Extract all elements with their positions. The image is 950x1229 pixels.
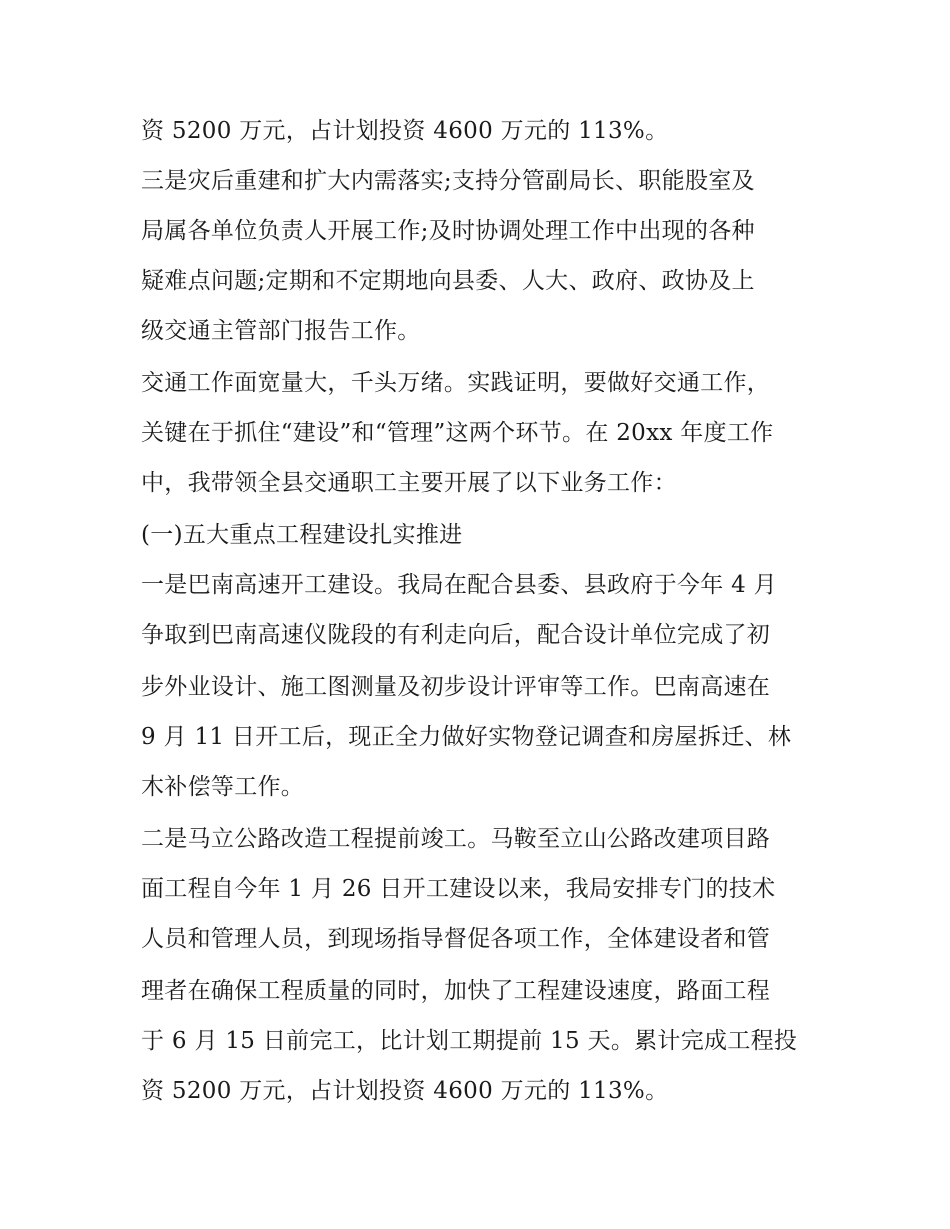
text-line: 争取到巴南高速仪陇段的有利走向后，配合设计单位完成了初 <box>141 622 771 648</box>
text-line: 关键在于抓住“建设”和“管理”这两个环节。在 20xx 年度工作 <box>141 420 774 446</box>
text-line: 二是马立公路改造工程提前竣工。马鞍至立山公路改建项目路 <box>141 826 771 852</box>
text-line: 一是巴南高速开工建设。我局在配合县委、县政府于今年 4 月 <box>141 572 777 598</box>
text-line: 9 月 11 日开工后，现正全力做好实物登记调查和房屋拆迁、林 <box>141 724 792 750</box>
text-line: 交通工作面宽量大，千头万绪。实践证明，要做好交通工作， <box>141 370 771 396</box>
text-line: 资 5200 万元，占计划投资 4600 万元的 113%。 <box>141 118 669 144</box>
text-line: 步外业设计、施工图测量及初步设计评审等工作。巴南高速在 <box>141 674 771 700</box>
text-line: 于 6 月 15 日前完工，比计划工期提前 15 天。累计完成工程投 <box>141 1028 798 1054</box>
text-line: 木补偿等工作。 <box>141 774 305 800</box>
text-line: 疑难点问题;定期和不定期地向县委、人大、政府、政协及上 <box>141 268 755 294</box>
section-heading: (一)五大重点工程建设扎实推进 <box>141 522 463 548</box>
text-line: 三是灾后重建和扩大内需落实;支持分管副局长、职能股室及 <box>141 168 755 194</box>
text-line: 人员和管理人员，到现场指导督促各项工作，全体建设者和管 <box>141 926 771 952</box>
text-line: 局属各单位负责人开展工作;及时协调处理工作中出现的各种 <box>141 218 755 244</box>
text-line: 理者在确保工程质量的同时，加快了工程建设速度，路面工程 <box>141 978 771 1004</box>
text-line: 级交通主管部门报告工作。 <box>141 318 421 344</box>
text-line: 面工程自今年 1 月 26 日开工建设以来，我局安排专门的技术 <box>141 876 776 902</box>
text-line: 中，我带领全县交通职工主要开展了以下业务工作： <box>141 470 677 496</box>
text-line: 资 5200 万元，占计划投资 4600 万元的 113%。 <box>141 1078 669 1104</box>
